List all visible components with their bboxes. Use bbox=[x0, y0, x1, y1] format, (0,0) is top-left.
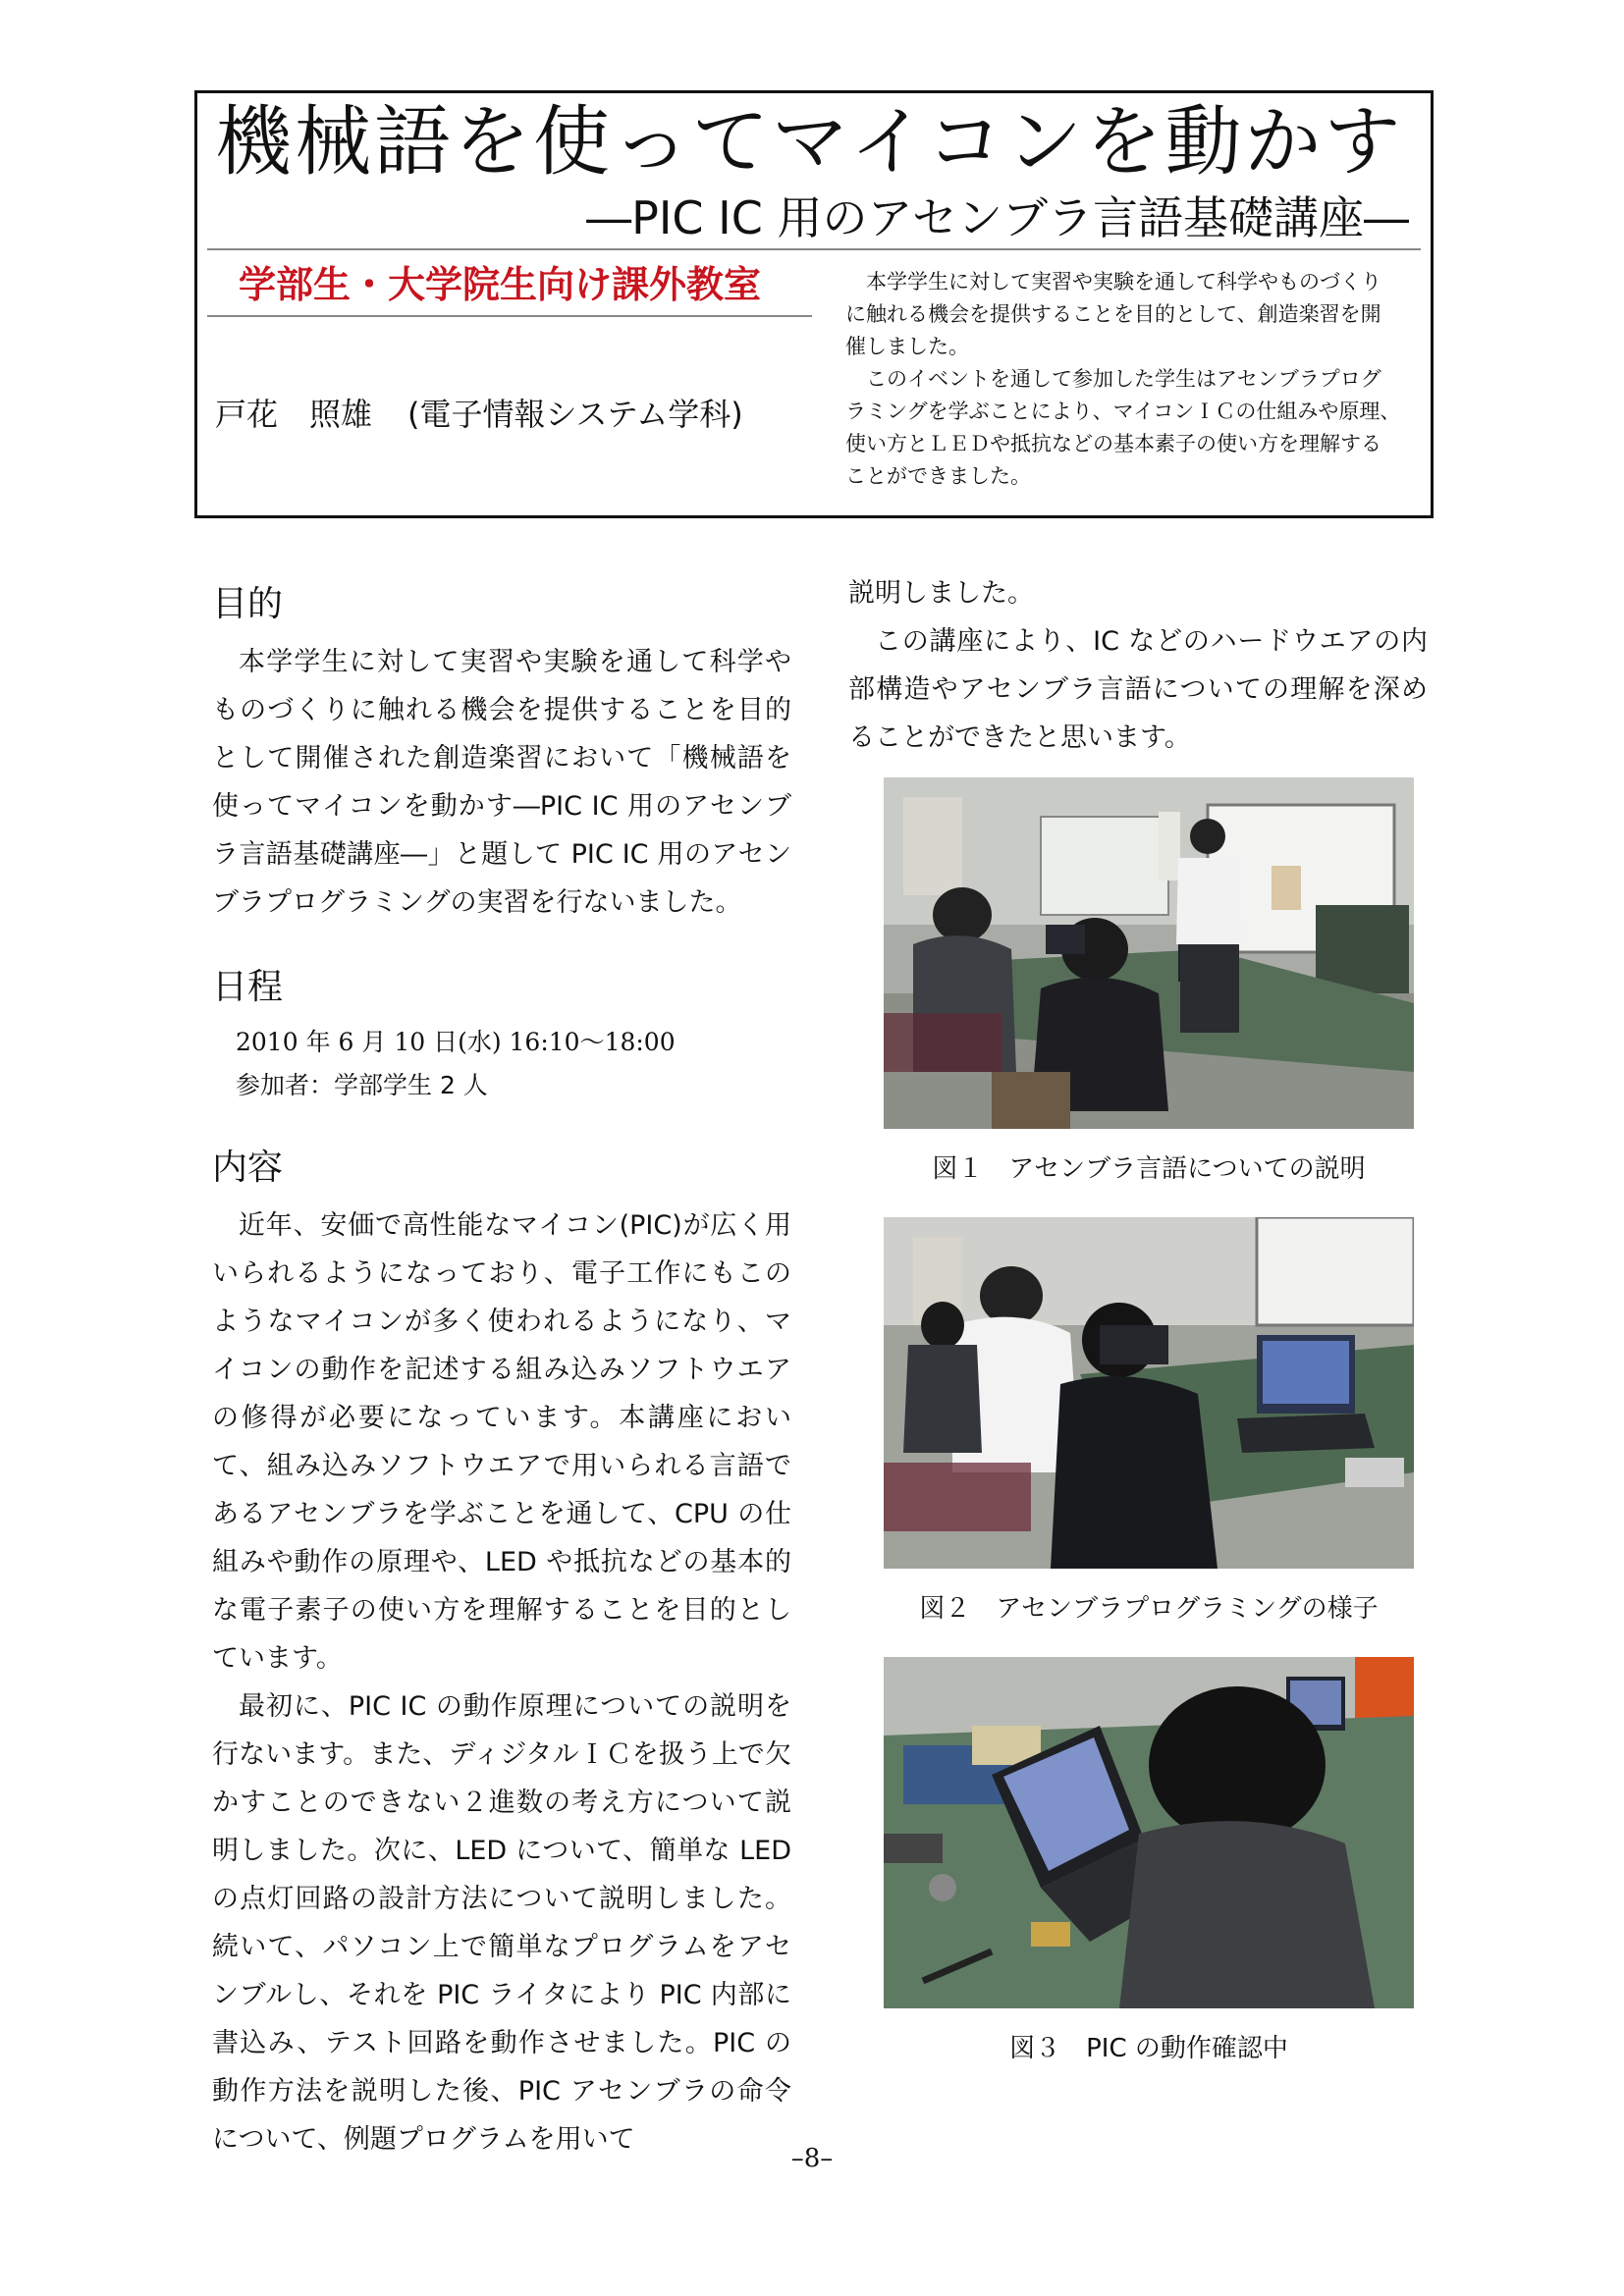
category-label: 学部生・大学院生向け課外教室 bbox=[239, 263, 762, 306]
schedule-participants: 参加者：学部学生 2 人 bbox=[236, 1071, 488, 1099]
content-paragraph-2: 最初に、PIC IC の動作原理についての説明を行ないます。また、ディジタルＩＣを扱う上で欠かすことのできない２進数の考え方について説明しました。次に、LED について、簡単な LED の点灯回路の設計方法について説明しました。続いて、パソコン上で簡単なプログラムをアセンブルし、それを PIC ライタにより PIC 内部に書込み、テスト回路を動作させました。PIC の動作方法を説明した後、PIC アセンブラの命令について、例題プログラムを用いて bbox=[212, 1691, 791, 2155]
section-heading-schedule: 日程 bbox=[212, 967, 284, 1007]
programming-photo bbox=[884, 1217, 1414, 1569]
author-name: 戸花 照雄 bbox=[215, 396, 373, 433]
author-line bbox=[215, 390, 743, 435]
figure-caption: 図３ PIC の動作確認中 bbox=[1009, 2034, 1288, 2063]
abstract-paragraph: 本学学生に対して実習や実験を通して科学やものづくりに触れる機会を提供することを目的として、創造楽習を開催しました。 bbox=[845, 270, 1381, 358]
content-paragraph-2-continued: 説明しました。 bbox=[848, 578, 1034, 609]
figure-1 bbox=[884, 777, 1414, 1185]
lecture-photo bbox=[884, 777, 1414, 1129]
page-number: –8– bbox=[790, 2144, 834, 2173]
abstract-paragraph: このイベントを通して参加した学生はアセンブラプログラミングを学ぶことにより、マイコンＩＣの仕組みや原理、使い方とＬＥＤや抵抗などの基本素子の使い方を理解することができました。 bbox=[845, 367, 1401, 488]
figure-caption: 図１ アセンブラ言語についての説明 bbox=[932, 1154, 1366, 1184]
page-title: 機械語を使ってマイコンを動かす bbox=[215, 98, 1404, 187]
figure-2 bbox=[884, 1217, 1414, 1625]
abstract bbox=[845, 266, 1401, 493]
purpose-text: 本学学生に対して実習や実験を通して科学やものづくりに触れる機会を提供することを目的として開催された創造楽習において「機械語を使ってマイコンを動かす―PIC IC 用のアセンブラ言語基礎講座―」と題して PIC IC 用のアセンブラプログラミングの実習を行ないました。 bbox=[212, 647, 791, 918]
author-department: (電子情報システム学科) bbox=[407, 396, 743, 433]
page-subtitle: ―PIC IC 用のアセンブラ言語基礎講座― bbox=[586, 191, 1409, 244]
pic-test-photo bbox=[884, 1657, 1414, 2008]
figure-3 bbox=[884, 1657, 1414, 2064]
schedule-date: 2010 年 6 月 10 日(水) 16:10～18:00 bbox=[236, 1028, 676, 1056]
header-box bbox=[194, 90, 1434, 518]
content-paragraph-3: この講座により、IC などのハードウエアの内部構造やアセンブラ言語についての理解を深めることができたと思います。 bbox=[848, 626, 1428, 753]
content-paragraph-1: 近年、安価で高性能なマイコン(PIC)が広く用いられるようになっており、電子工作にもこのようなマイコンが多く使われるようになり、マイコンの動作を記述する組み込みソフトウエアの修得が必要になっています。本講座において、組み込みソフトウエアで用いられる言語であるアセンブラを学ぶことを通して、CPU の仕組みや動作の原理や、LED や抵抗などの基本的な電子素子の使い方を理解することを目的としています。 bbox=[212, 1210, 791, 1674]
title-divider bbox=[207, 248, 1421, 250]
section-heading-content: 内容 bbox=[212, 1148, 284, 1188]
left-column bbox=[212, 569, 791, 2163]
right-column bbox=[848, 569, 1428, 762]
figure-caption: 図２ アセンブラプログラミングの様子 bbox=[919, 1594, 1379, 1624]
category-divider bbox=[207, 315, 812, 317]
section-heading-purpose: 目的 bbox=[212, 584, 284, 624]
